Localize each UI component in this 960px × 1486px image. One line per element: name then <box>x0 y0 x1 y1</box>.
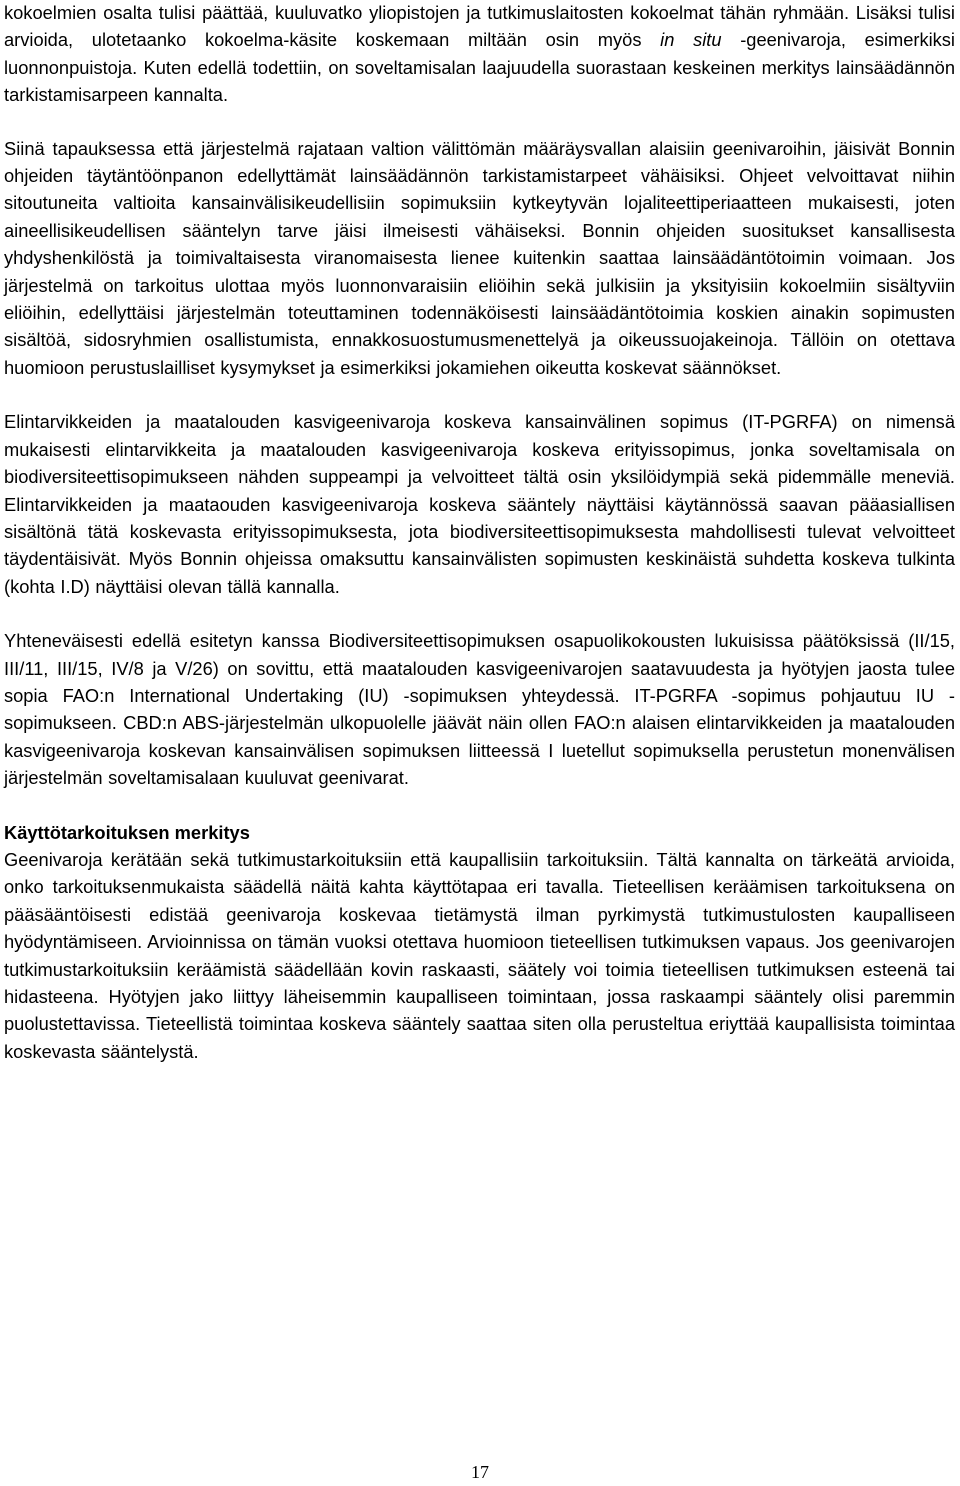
paragraph-text-before-italic: kokoelmien osalta tulisi päättää, kuuluvatko yliopistojen ja tutkimuslaitosten kokoelmat tähän ryhmään. Lisäksi tulisi arvioida, ulotetaanko kokoelma-käsite koskemaan miltään osin myös <box>4 2 955 51</box>
page-number: 17 <box>471 1462 489 1482</box>
italic-term-in-situ: in situ <box>660 29 722 51</box>
document-page <box>4 0 955 1065</box>
paragraph-cbd-decisions: Yhteneväisesti edellä esitetyn kanssa Biodiversiteettisopimuksen osapuolikokousten lukuisissa päätöksissä (II/15, III/11, III/15, IV/8 ja V/26) on sovittu, että maatalouden kasvigeenivarojen saatavuudesta ja hyötyjen jaosta tulee sopia FAO:n International Undertaking (IU) -sopimuksen yhteydessä. IT-PGRFA -sopimus pohjautuu IU -sopimukseen. CBD:n ABS-järjestelmän ulkopuolelle jäävät näin ollen FAO:n alaisen elintarvikkeiden ja maatalouden kasvigeenivaroja koskevan kansainvälisen sopimuksen liitteessä I luetellut sopimuksella perustetun monenvälisen järjestelmän soveltamisalaan kuuluvat geenivarat. <box>4 630 955 789</box>
paragraph-purpose-of-use: Geenivaroja kerätään sekä tutkimustarkoituksiin että kaupallisiin tarkoituksiin. Tältä kannalta on tärkeätä arvioida, onko tarkoituksenmukaista säädellä näitä kahta käyttötapaa eri tavalla. Tieteellisen keräämisen tarkoituksena on pääsääntöisesti edistää geenivaroja koskevaa tietämystä ilman pyrkimystä tutkimustulosten kaupalliseen hyödyntämiseen. Arvioinnissa on tämän vuoksi otettava huomioon tieteellisen tutkimuksen vapaus. Jos geenivarojen tutkimustarkoituksiin keräämistä säädellään kovin raskaasti, säätely voi toimia tieteellisen tutkimuksen esteenä tai hidasteena. Hyötyjen jako liittyy läheisemmin kaupalliseen toimintaan, jossa raskaampi sääntely olisi paremmin puolustettavissa. Tieteellistä toimintaa koskeva sääntely saattaa siten olla perusteltua eriyttää kaupallisista toimintaa koskevasta sääntelystä. <box>4 848 955 1062</box>
paragraph-state-jurisdiction: Siinä tapauksessa että järjestelmä rajataan valtion välittömän määräysvallan alaisiin geenivaroihin, jäisivät Bonnin ohjeiden täytäntöönpanon edellyttämät lainsäädännön tarkistamistarpeet vähäisiksi. Ohjeet velvoittavat niihin sitoutuneita valtioita kansainvälisikeudellisiin sopimuksiin kytkeytyvän lojaliteettiperiaatteen mukaisesti, joten aineellisikeudellisen sääntelyn tarve jäisi ilmeisesti vähäiseksi. Bonnin ohjeiden suositukset kansallisesta yhdyshenkilöstä ja toimivaltaisesta viranomaisesta lienee kuitenkin saattaa lainsäädäntötoimin voimaan. Jos järjestelmä on tarkoitus ulottaa myös luonnonvaraisiin eliöihin sekä julkisiin ja yksityisiin kokoelmiin sisältyviin eliöihin, edellyttäisi järjestelmän toteuttaminen todennäköisesti lainsäädäntötoimia koskien ainakin sopimusten sisältöä, sidosryhmien osallistumista, ennakkosuostumusmenettelyä ja oikeussuojakeinoja. Tällöin on otettava huomioon perustuslailliset kysymykset ja esimerkiksi jokamiehen oikeutta koskevat säännökset. <box>4 137 955 378</box>
section-heading: Käyttötarkoituksen merkitys <box>4 821 250 843</box>
paragraph-it-pgrfa: Elintarvikkeiden ja maatalouden kasvigeenivaroja koskeva kansainvälinen sopimus (IT-PGRFA) on nimensä mukaisesti elintarvikkeita ja maatalouden kasvigeenivaroja koskeva erityissopimus, jonka soveltamisala on biodiversiteettisopimukseen nähden suppeampi ja velvoitteet tältä osin yksilöidympiä sekä pidemmälle meneviä. Elintarvikkeiden ja maataouden kasvigeenivaroja koskeva sääntely näyttäisi käytännössä saavan pääasiallisen sisältönä tätä koskevasta erityissopimuksesta, jota biodiversiteettisopimuksesta mahdollisesti tulevat velvoitteet täydentäisivät. Myös Bonnin ohjeissa omaksuttu kansainvälisten sopimusten keskinäistä suhdetta koskeva tulkinta (kohta I.D) näyttäisi olevan tällä kannalla. <box>4 411 955 597</box>
paragraph-text-after-italic: -geenivaroja, esimerkiksi luonnonpuistoja. Kuten edellä todettiin, on soveltamisalan laajuudella suorastaan keskeinen merkitys lainsäädännön tarkistamisarpeen kannalta. <box>4 29 955 106</box>
paragraph-collection-scope <box>4 0 955 109</box>
